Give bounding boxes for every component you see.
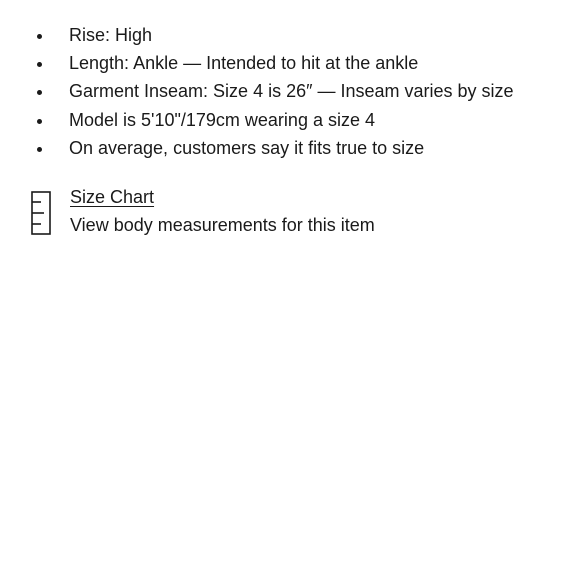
ruler-icon	[30, 191, 52, 235]
size-chart-link[interactable]	[30, 183, 375, 239]
detail-rise-text: Rise: High	[69, 25, 153, 45]
detail-fit	[0, 134, 514, 162]
bullet-icon	[37, 119, 42, 124]
bullet-icon	[37, 62, 42, 67]
detail-fit-text: On average, customers say it fits true to size	[69, 137, 425, 158]
detail-rise	[0, 21, 514, 49]
bullet-icon	[37, 34, 42, 39]
bullet-icon	[37, 90, 42, 95]
size-chart-text	[70, 183, 375, 239]
size-chart-subtitle: View body measurements for this item	[70, 215, 375, 235]
bullet-icon	[37, 147, 42, 152]
detail-model	[0, 106, 514, 134]
size-chart-title[interactable]: Size Chart	[70, 187, 155, 207]
product-details-list	[0, 21, 514, 162]
detail-length	[0, 49, 514, 77]
detail-inseam-text: Garment Inseam: Size 4 is 26″ — Inseam varies by size	[69, 81, 514, 102]
detail-model-text: Model is 5'10"/179cm wearing a size 4	[69, 109, 375, 130]
detail-inseam	[0, 77, 514, 105]
detail-length-text: Length: Ankle — Intended to hit at the ankle	[69, 53, 419, 74]
